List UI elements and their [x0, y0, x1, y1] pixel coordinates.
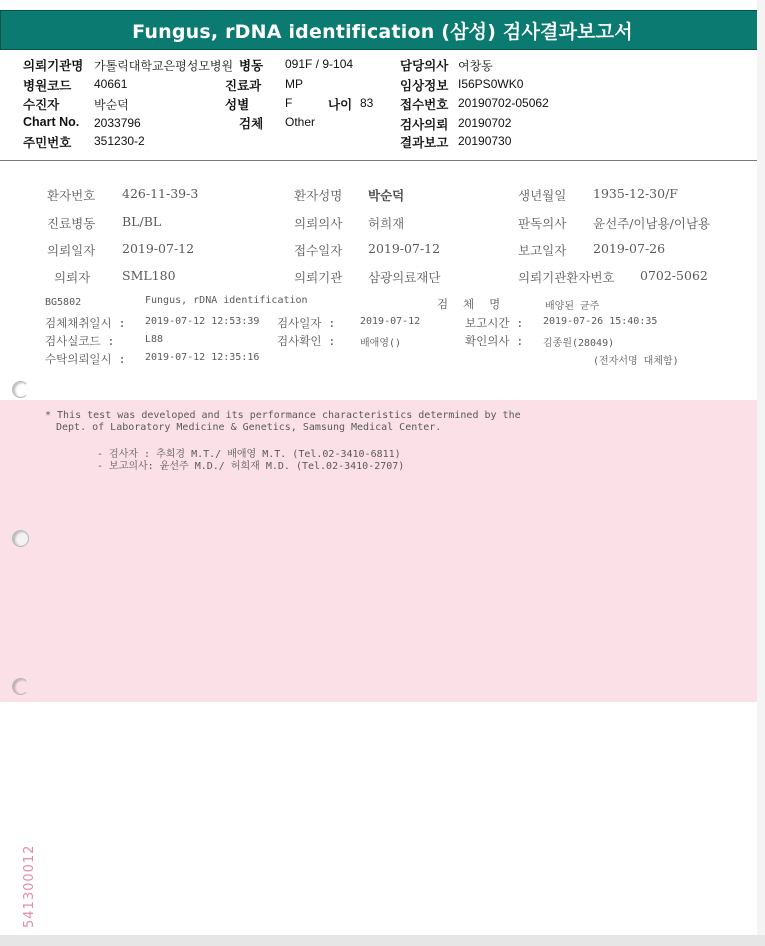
test-name: Fungus, rDNA identification	[145, 295, 308, 306]
value-collection-time: 2019-07-12 12:53:39	[145, 316, 260, 327]
hdr-label-resident-no: 주민번호	[23, 136, 72, 150]
hdr-value-hospital-code: 40661	[94, 77, 128, 91]
grid-value-requester: SML180	[122, 268, 176, 283]
grid-label-patient-no: 환자번호	[47, 188, 96, 203]
hdr-label-institution: 의뢰기관명	[23, 59, 84, 73]
grid-value-ref-institution: 삼광의료재단	[368, 270, 441, 285]
staff-line-1: - 검사자 : 추희경 M.T./ 배애영 M.T. (Tel.02-3410-6811)	[97, 449, 401, 460]
header-divider	[0, 160, 765, 161]
specimen-label: 검 체 명	[437, 297, 505, 311]
hdr-label-clinical-info: 임상정보	[400, 79, 449, 93]
value-report-time: 2019-07-26 15:40:35	[543, 316, 658, 327]
label-consign-time: 수탁의뢰일시 :	[45, 352, 126, 366]
hdr-value-clinical-info: I56PS0WK0	[458, 77, 524, 91]
grid-value-report-date: 2019-07-26	[593, 241, 666, 256]
hdr-label-ward: 병동	[239, 59, 264, 73]
specimen-value: 배양된 균주	[545, 301, 600, 312]
label-confirm-doctor: 확인의사 :	[465, 334, 524, 348]
hdr-label-chart-no: Chart No.	[23, 115, 80, 129]
hdr-label-patient: 수진자	[23, 98, 60, 112]
hdr-value-patient: 박순덕	[94, 98, 129, 112]
hdr-value-request-date: 20190702	[458, 116, 512, 130]
esign-note: (전자서명 대체함)	[593, 356, 679, 367]
hdr-label-specimen: 검체	[239, 117, 264, 131]
hdr-value-specimen: Other	[285, 115, 316, 129]
label-collection-time: 검체채취일시 :	[45, 316, 126, 330]
grid-value-inst-patient-no: 0702-5062	[640, 268, 708, 283]
staff-line-2: - 보고의사: 윤선주 M.D./ 허희재 M.D. (Tel.02-3410-2707)	[97, 461, 405, 472]
label-report-time: 보고시간 :	[465, 316, 524, 330]
bottom-strip	[0, 935, 765, 946]
value-consign-time: 2019-07-12 12:35:16	[145, 352, 260, 363]
grid-label-request-date: 의뢰일자	[47, 243, 96, 258]
hdr-value-receipt-no: 20190702-05062	[458, 96, 549, 110]
grid-label-ward: 진료병동	[47, 216, 96, 231]
grid-label-ref-doctor: 의뢰의사	[294, 216, 343, 231]
barcode-number: 541300012	[22, 844, 37, 928]
value-lab-code: L88	[145, 334, 164, 345]
grid-value-ref-doctor: 허희재	[368, 216, 405, 231]
hdr-label-sex: 성별	[225, 98, 250, 112]
hdr-label-report-date: 결과보고	[400, 136, 449, 150]
hdr-value-doctor: 여창동	[458, 59, 493, 73]
grid-value-ward: BL/BL	[122, 214, 162, 229]
punch-hole-bottom	[12, 678, 29, 695]
grid-label-report-date: 보고일자	[518, 243, 567, 258]
grid-label-requester: 의뢰자	[54, 270, 91, 285]
grid-label-birthdate: 생년월일	[518, 188, 567, 203]
hdr-value-chart-no: 2033796	[94, 116, 141, 130]
grid-label-inst-patient-no: 의뢰기관환자번호	[518, 270, 615, 285]
hdr-value-ward: 091F / 9-104	[285, 57, 354, 71]
hdr-label-hospital-code: 병원코드	[23, 79, 72, 93]
hdr-value-institution: 가톨릭대학교은평성모병원	[94, 59, 234, 73]
hdr-value-age: 83	[360, 96, 374, 110]
note-line-2: Dept. of Laboratory Medicine & Genetics, Samsung Medical Center.	[56, 422, 442, 433]
grid-value-request-date: 2019-07-12	[122, 241, 195, 256]
grid-value-reading-doctor: 윤선주/이남용/이남용	[593, 216, 711, 231]
hdr-value-report-date: 20190730	[458, 134, 512, 148]
note-line-1: * This test was developed and its performance characteristics determined by the	[45, 410, 521, 421]
hdr-label-department: 진료과	[225, 79, 262, 93]
hdr-label-request-date: 검사의뢰	[400, 118, 449, 132]
report-title: Fungus, rDNA identification (삼성) 검사결과보고서	[132, 20, 633, 43]
grid-label-reading-doctor: 판독의사	[518, 216, 567, 231]
punch-hole-top	[12, 381, 29, 398]
hdr-value-department: MP	[285, 77, 303, 91]
grid-value-patient-name: 박순덕	[368, 188, 405, 203]
label-lab-code: 검사실코드 :	[45, 334, 115, 348]
report-title-bar	[0, 10, 765, 50]
grid-value-birthdate: 1935-12-30/F	[593, 186, 678, 201]
grid-label-patient-name: 환자성명	[294, 188, 343, 203]
hdr-label-receipt-no: 접수번호	[400, 98, 449, 112]
test-code: BG5802	[45, 297, 82, 308]
hdr-label-doctor: 담당의사	[400, 59, 449, 73]
label-test-date: 검사일자 :	[277, 316, 336, 330]
value-confirm-doctor: 김종원(28049)	[543, 338, 615, 349]
grid-value-patient-no: 426-11-39-3	[122, 186, 199, 201]
grid-label-ref-institution: 의뢰기관	[294, 270, 343, 285]
label-test-confirm: 검사확인 :	[277, 334, 336, 348]
grid-label-receipt-date: 접수일자	[294, 243, 343, 258]
hdr-value-resident-no: 351230-2	[94, 134, 145, 148]
value-test-date: 2019-07-12	[360, 316, 421, 327]
value-test-confirm: 배애영()	[360, 338, 402, 349]
punch-hole-middle	[12, 530, 29, 547]
hdr-label-age: 나이	[328, 98, 353, 112]
grid-value-receipt-date: 2019-07-12	[368, 241, 441, 256]
page-edge	[757, 0, 765, 935]
hdr-value-sex: F	[285, 96, 293, 110]
